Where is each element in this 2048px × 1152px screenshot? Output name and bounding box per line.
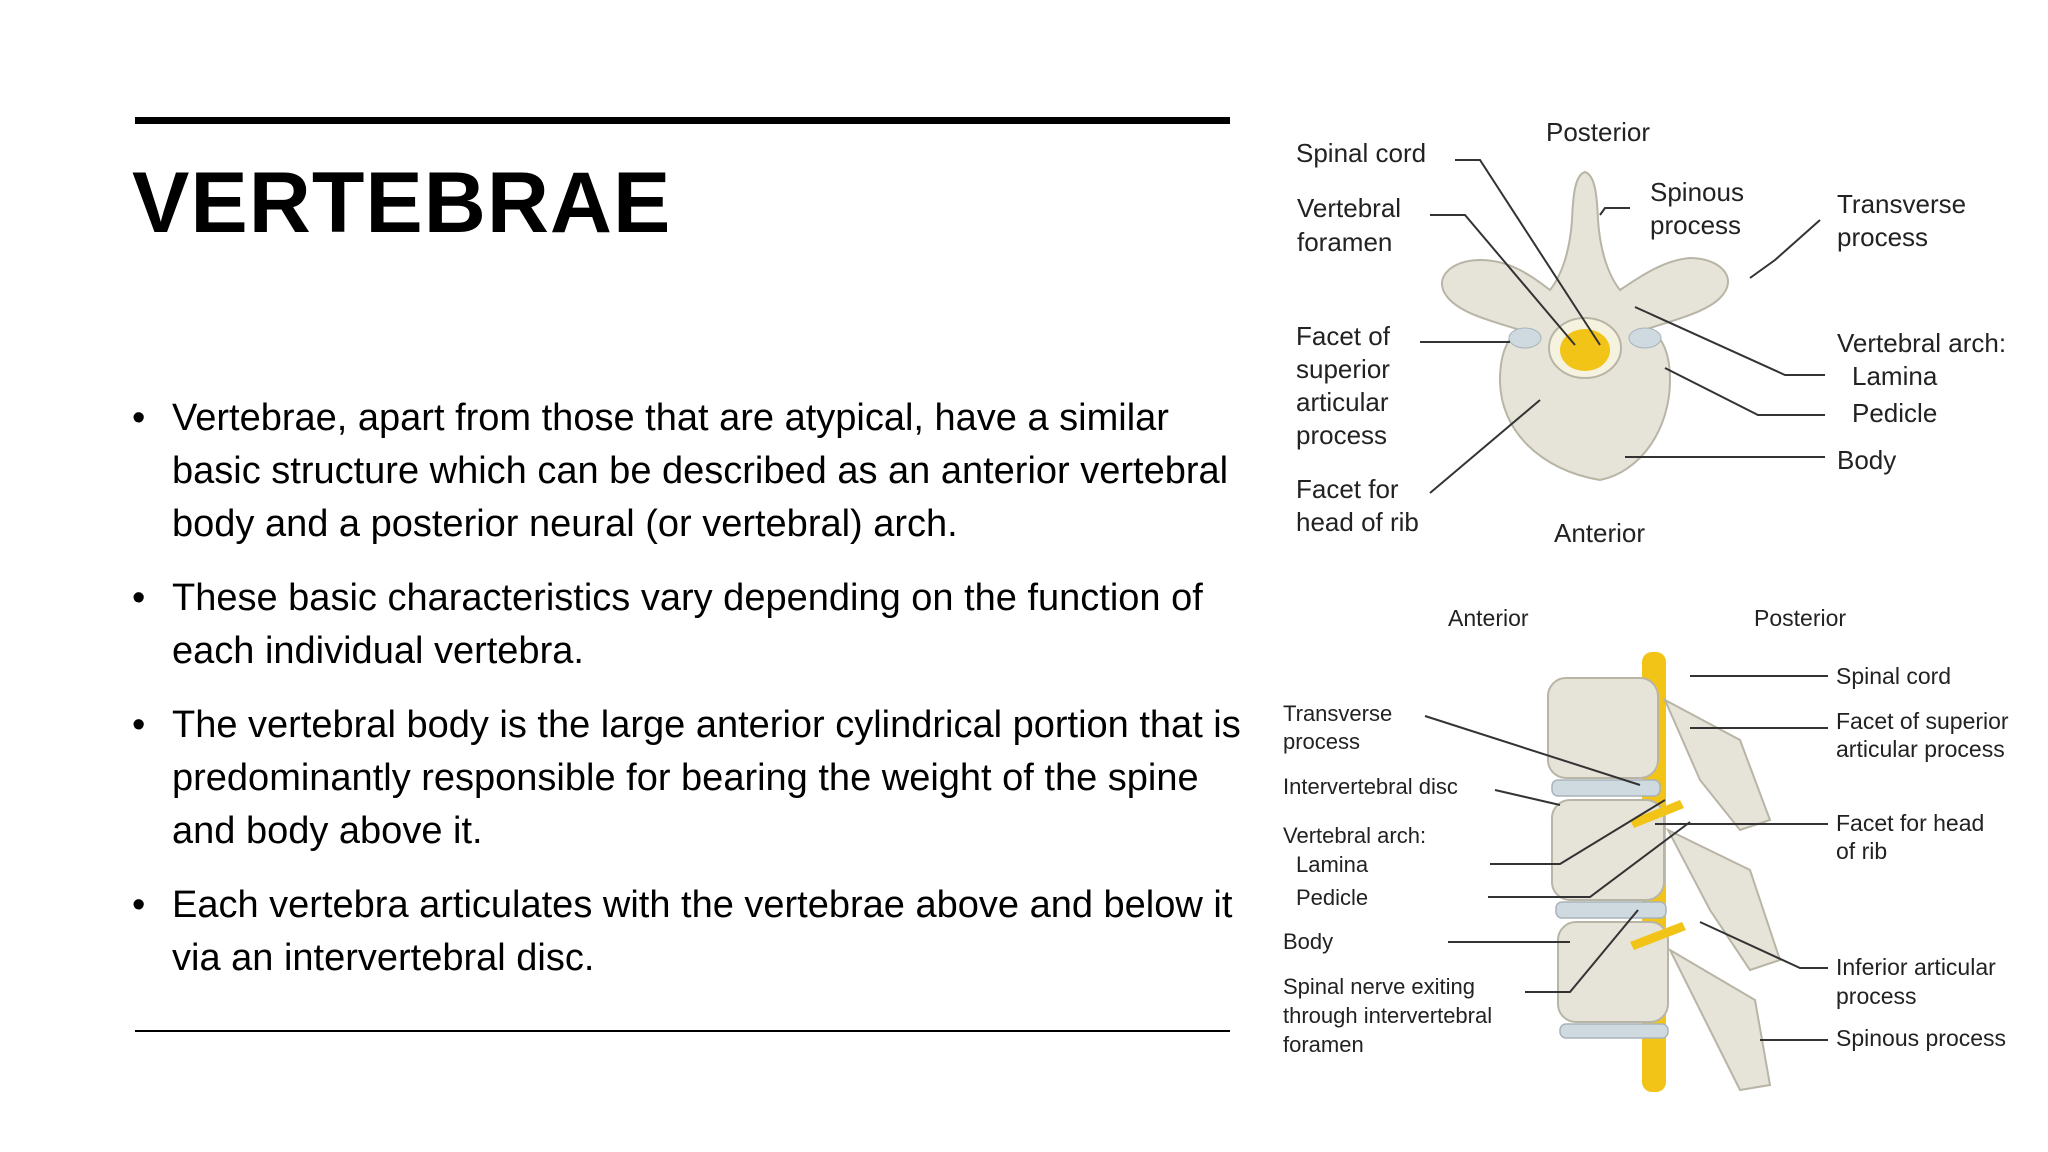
bullet-item xyxy=(132,699,1242,858)
top-rule xyxy=(135,117,1230,124)
bullet-item xyxy=(132,572,1242,678)
facet-left-shape xyxy=(1509,328,1541,348)
label-facet-sup-bottom-2: articular process xyxy=(1836,736,2005,762)
label-transverse-1: Transverse xyxy=(1837,189,1967,219)
label-disc: Intervertebral disc xyxy=(1283,774,1458,799)
bullet-item xyxy=(132,392,1242,551)
label-transverse-2: process xyxy=(1837,222,1929,252)
label-pedicle-top: Pedicle xyxy=(1852,398,1938,428)
label-facet-rib-bottom-1: Facet for head xyxy=(1836,810,1985,836)
bullet-text: The vertebral body is the large anterior cylindrical portion that is predominantly responsible for bearing the weight of the spine and body above it. xyxy=(172,704,1241,852)
label-nerve-3: foramen xyxy=(1283,1032,1364,1057)
bullet-item xyxy=(132,879,1242,985)
bullet-list xyxy=(132,392,1242,1006)
label-inferior-1: Inferior articular xyxy=(1836,954,1996,980)
vertebra-superior-view xyxy=(1296,117,2006,548)
label-body-bottom: Body xyxy=(1283,929,1334,954)
vertebral-column-lateral-view xyxy=(1283,605,2009,1092)
label-lamina-top: Lamina xyxy=(1852,361,1938,391)
label-transverse-bottom-1: Transverse xyxy=(1283,701,1393,726)
bullet-text: These basic characteristics vary depending on the function of each individual vertebra. xyxy=(172,577,1203,672)
label-facet-rib-1: Facet for xyxy=(1296,474,1399,504)
slide-title: VERTEBRAE xyxy=(132,155,672,251)
bullet-text: Each vertebra articulates with the vertebrae above and below it via an intervertebral disc. xyxy=(172,884,1233,979)
bullet-dot: • xyxy=(132,577,146,619)
label-pedicle-bottom: Pedicle xyxy=(1296,885,1369,910)
label-facet-rib-2: head of rib xyxy=(1296,507,1419,537)
label-facet-sup-4: process xyxy=(1296,420,1388,450)
vertebra-illustration xyxy=(1270,100,2048,1152)
bottom-rule xyxy=(135,1030,1230,1032)
label-spinal-cord-bottom: Spinal cord xyxy=(1836,663,1952,689)
label-inferior-2: process xyxy=(1836,983,1917,1009)
label-anterior-top: Anterior xyxy=(1554,518,1646,548)
label-facet-sup-2: superior xyxy=(1296,354,1390,384)
label-anterior-bottom: Anterior xyxy=(1448,605,1529,631)
label-facet-rib-bottom-2: of rib xyxy=(1836,838,1888,864)
label-vertebral-foramen-2: foramen xyxy=(1297,227,1393,257)
bullet-dot: • xyxy=(132,704,146,746)
label-lamina-bottom: Lamina xyxy=(1296,852,1369,877)
label-spinal-cord-top: Spinal cord xyxy=(1296,138,1427,168)
bullet-dot: • xyxy=(132,884,146,926)
label-arch-top: Vertebral arch: xyxy=(1837,328,2007,358)
label-spinous-bottom: Spinous process xyxy=(1836,1025,2007,1051)
label-body-top: Body xyxy=(1837,445,1897,475)
label-vertebral-foramen-1: Vertebral xyxy=(1297,193,1402,223)
label-transverse-bottom-2: process xyxy=(1283,729,1361,754)
label-spinous-2: process xyxy=(1650,210,1742,240)
bullet-dot: • xyxy=(132,397,146,439)
label-arch-bottom: Vertebral arch: xyxy=(1283,823,1427,848)
label-nerve-1: Spinal nerve exiting xyxy=(1283,974,1476,999)
vertebral-bodies xyxy=(1548,678,1668,1022)
label-spinous-1: Spinous xyxy=(1650,177,1744,207)
label-posterior-top: Posterior xyxy=(1546,117,1651,147)
label-posterior-bottom: Posterior xyxy=(1754,605,1847,631)
label-facet-sup-bottom-1: Facet of superior xyxy=(1836,708,2009,734)
spinous-processes xyxy=(1665,700,1780,1090)
facet-right-shape xyxy=(1629,328,1661,348)
bullet-text: Vertebrae, apart from those that are atypical, have a similar basic structure which can be described as an anterior vertebral body and a posterior neural (or vertebral) arch. xyxy=(172,397,1229,545)
label-facet-sup-1: Facet of xyxy=(1296,321,1390,351)
label-nerve-2: through intervertebral xyxy=(1283,1003,1493,1028)
label-facet-sup-3: articular xyxy=(1296,387,1389,417)
